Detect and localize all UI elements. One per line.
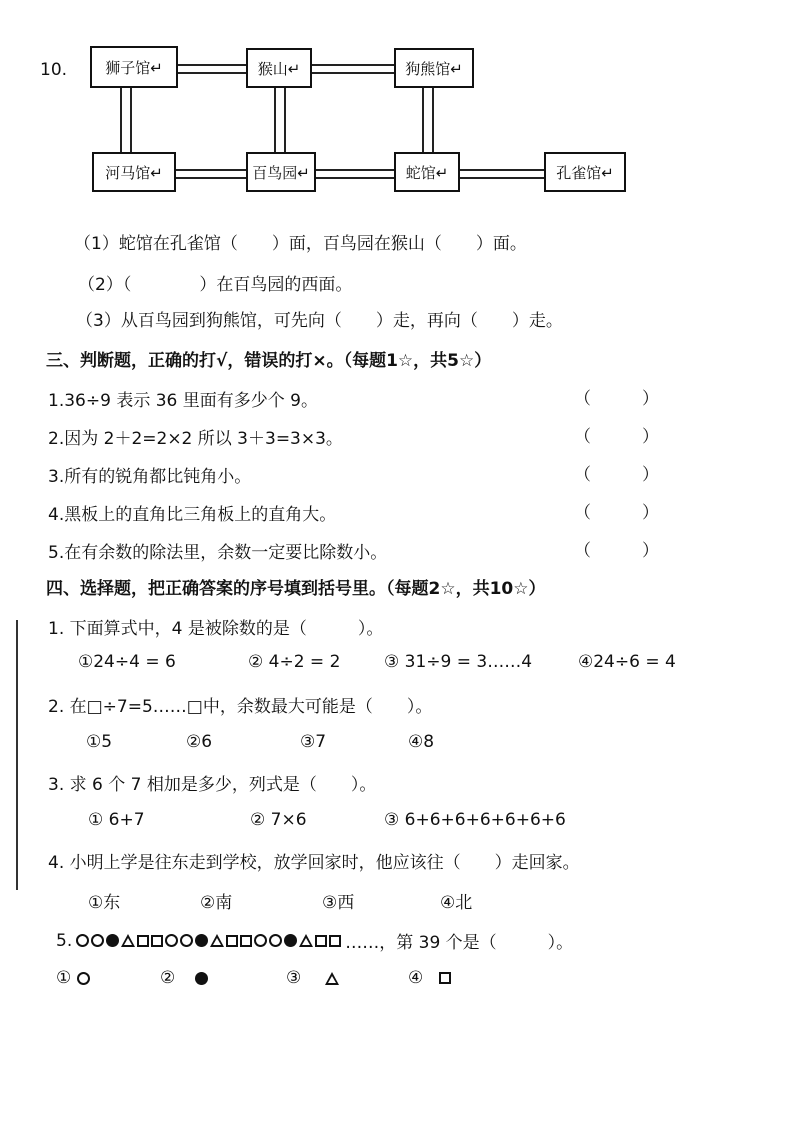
circle-icon bbox=[254, 934, 267, 947]
judgment-answer-2: （ ） bbox=[574, 427, 659, 447]
road-lion-monkey bbox=[178, 64, 248, 74]
judgment-answer-5: （ ） bbox=[574, 541, 659, 561]
triangle-icon bbox=[121, 934, 135, 947]
q1-option-c: ③ 31÷9 = 3……4 bbox=[384, 652, 533, 672]
road-monkey-panda bbox=[312, 64, 396, 74]
q10-subquestion-2: （2）（ ）在百鸟园的西面。 bbox=[78, 275, 353, 295]
q5-option-b-label: ② bbox=[160, 968, 176, 988]
filled-circle-icon bbox=[106, 934, 119, 947]
q2-option-c: ③7 bbox=[300, 732, 327, 752]
q1-option-a: ①24÷4 = 6 bbox=[78, 652, 176, 672]
map-box-hippo: 河马馆↵ bbox=[92, 152, 176, 192]
q1-option-b: ② 4÷2 = 2 bbox=[248, 652, 341, 672]
q1-option-d: ④24÷6 = 4 bbox=[578, 652, 676, 672]
q2-option-d: ④8 bbox=[408, 732, 435, 752]
q5-question-text: ……，第 39 个是（ ）。 bbox=[345, 933, 574, 953]
shape-sequence bbox=[76, 934, 343, 947]
q4-option-c: ③西 bbox=[322, 893, 355, 913]
square-icon bbox=[137, 935, 149, 947]
road-panda-snake bbox=[422, 86, 434, 154]
q5-number: 5. bbox=[56, 930, 73, 951]
map-box-monkey: 猴山↵ bbox=[246, 48, 312, 88]
square-icon bbox=[151, 935, 163, 947]
circle-icon bbox=[165, 934, 178, 947]
q5-option-a-label: ① bbox=[56, 968, 72, 988]
square-icon bbox=[329, 935, 341, 947]
q4-option-b: ②南 bbox=[200, 893, 233, 913]
q5-option-b bbox=[160, 968, 210, 988]
q3-option-b: ② 7×6 bbox=[250, 810, 307, 830]
judgment-item-5: 5.在有余数的除法里，余数一定要比除数小。 bbox=[48, 543, 388, 563]
square-icon bbox=[439, 972, 451, 984]
map-box-panda: 狗熊馆↵ bbox=[394, 48, 474, 88]
triangle-icon bbox=[299, 934, 313, 947]
q4-option-a: ①东 bbox=[88, 893, 121, 913]
square-icon bbox=[315, 935, 327, 947]
road-hippo-bird bbox=[174, 169, 248, 179]
q2-option-a: ①5 bbox=[86, 732, 113, 752]
map-box-bird: 百鸟园↵ bbox=[246, 152, 316, 192]
road-bird-snake bbox=[316, 169, 396, 179]
road-lion-hippo bbox=[120, 86, 132, 154]
circle-icon bbox=[76, 934, 89, 947]
q5-option-d bbox=[408, 968, 453, 988]
map-box-lion: 狮子馆↵ bbox=[90, 46, 178, 88]
filled-circle-icon bbox=[195, 972, 208, 985]
q3-option-c: ③ 6+6+6+6+6+6+6 bbox=[384, 810, 566, 830]
square-icon bbox=[240, 935, 252, 947]
square-icon bbox=[226, 935, 238, 947]
q5-option-a bbox=[56, 968, 92, 988]
circle-icon bbox=[77, 972, 90, 985]
q3-option-a: ① 6+7 bbox=[88, 810, 145, 830]
margin-line bbox=[16, 620, 18, 890]
road-monkey-bird bbox=[274, 86, 286, 154]
q10-subquestion-3: （3）从百鸟园到狗熊馆，可先向（ ）走，再向（ ）走。 bbox=[76, 311, 563, 331]
q2-option-b: ②6 bbox=[186, 732, 213, 752]
choice-question-4: 4. 小明上学是往东走到学校，放学回家时，他应该往（ ）走回家。 bbox=[48, 853, 580, 873]
q4-option-d: ④北 bbox=[440, 893, 473, 913]
map-box-snake: 蛇馆↵ bbox=[394, 152, 460, 192]
section-3-title: 三、判断题，正确的打√，错误的打×。（每题1☆，共5☆） bbox=[46, 351, 492, 371]
choice-question-1: 1. 下面算式中，4 是被除数的是（ ）。 bbox=[48, 619, 384, 639]
question-number-10: 10. bbox=[40, 60, 68, 80]
filled-circle-icon bbox=[195, 934, 208, 947]
triangle-icon bbox=[210, 934, 224, 947]
q10-subquestion-1: （1）蛇馆在孔雀馆（ ）面，百鸟园在猴山（ ）面。 bbox=[74, 234, 527, 254]
choice-question-2: 2. 在□÷7=5……□中，余数最大可能是（ ）。 bbox=[48, 697, 433, 717]
choice-question-3: 3. 求 6 个 7 相加是多少，列式是（ ）。 bbox=[48, 775, 377, 795]
judgment-answer-3: （ ） bbox=[574, 465, 659, 485]
triangle-icon bbox=[325, 972, 339, 985]
judgment-item-3: 3.所有的锐角都比钝角小。 bbox=[48, 467, 252, 487]
judgment-answer-1: （ ） bbox=[574, 389, 659, 409]
judgment-item-2: 2.因为 2＋2=2×2 所以 3＋3=3×3。 bbox=[48, 429, 343, 449]
q5-option-d-label: ④ bbox=[408, 968, 424, 988]
filled-circle-icon bbox=[284, 934, 297, 947]
circle-icon bbox=[180, 934, 193, 947]
section-4-title: 四、选择题，把正确答案的序号填到括号里。（每题2☆，共10☆） bbox=[46, 579, 546, 599]
judgment-item-4: 4.黑板上的直角比三角板上的直角大。 bbox=[48, 505, 337, 525]
judgment-item-1: 1.36÷9 表示 36 里面有多少个 9。 bbox=[48, 391, 318, 411]
circle-icon bbox=[91, 934, 104, 947]
circle-icon bbox=[269, 934, 282, 947]
judgment-answer-4: （ ） bbox=[574, 503, 659, 523]
q5-option-c bbox=[286, 968, 341, 988]
q5-option-c-label: ③ bbox=[286, 968, 302, 988]
choice-question-5 bbox=[56, 928, 573, 953]
map-box-peacock: 孔雀馆↵ bbox=[544, 152, 626, 192]
road-snake-peacock bbox=[460, 169, 546, 179]
